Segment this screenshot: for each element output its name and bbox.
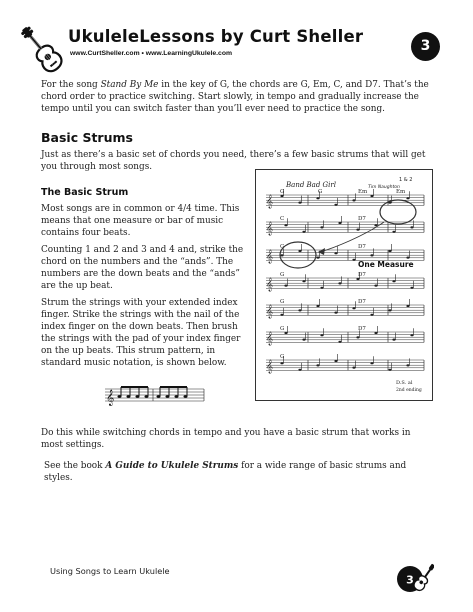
note-head xyxy=(406,364,409,366)
note-head xyxy=(406,305,409,307)
note-head xyxy=(302,231,305,233)
sheet-endings: 1 & 2 xyxy=(399,177,413,183)
note-head xyxy=(406,197,409,199)
note-head xyxy=(392,231,395,233)
treble-clef: 𝄞 xyxy=(266,221,274,235)
closing-paragraph: Do this while switching chords in tempo and you have a basic strum that works in most settings. xyxy=(41,428,411,450)
note-head xyxy=(298,369,301,371)
note-head xyxy=(370,314,373,316)
section-intro: Just as there’s a basic set of chords you need, there’s a few basic strums that will get you through most songs. xyxy=(41,150,426,172)
note-head xyxy=(374,332,377,334)
treble-clef: 𝄞 xyxy=(266,194,274,208)
section-heading: Basic Strums xyxy=(41,130,133,145)
chord-symbol: G xyxy=(318,189,323,195)
chord-symbol: D7 xyxy=(358,216,366,222)
website-links[interactable]: www.CurtSheller.com • www.LearningUkulele.com xyxy=(70,50,233,57)
chord-symbol: G xyxy=(280,244,285,250)
note-head xyxy=(320,334,323,336)
note-head xyxy=(280,314,283,316)
paragraph-time-signature: Most songs are in common or 4/4 time. This means that one measure or bar of music contains four beats. xyxy=(41,204,240,238)
note-head xyxy=(388,369,391,371)
paragraph-counting: Counting 1 and 2 and 3 and 4 and, strike the chord on the numbers and the “ands”. The numbers are the down beats and the “ands” are the up beat. xyxy=(41,245,244,291)
chord-symbol: C xyxy=(280,216,285,222)
page-number-badge: 3 xyxy=(411,32,440,61)
note-head xyxy=(320,287,323,289)
note-head xyxy=(302,280,305,282)
note-head xyxy=(352,259,355,261)
note-head xyxy=(316,364,319,366)
treble-clef: 𝄞 xyxy=(266,277,274,291)
book-title-link[interactable]: A Guide to Ukulele Strums xyxy=(105,461,239,471)
ukulele-footer-icon xyxy=(396,561,434,595)
note-head xyxy=(374,285,377,287)
note-head xyxy=(298,250,301,252)
note-head xyxy=(374,224,377,226)
note-head xyxy=(298,309,301,311)
chord-symbol: Em xyxy=(396,189,406,195)
treble-clef: 𝄞 xyxy=(266,304,274,318)
sheet-title: Band Bad Girl xyxy=(286,181,336,189)
chord-symbol: D7 xyxy=(358,272,366,278)
note-head xyxy=(410,226,413,228)
note-head xyxy=(334,252,337,254)
subsection-heading: The Basic Strum xyxy=(41,187,129,198)
chord-symbol: D7 xyxy=(358,244,366,250)
note-head xyxy=(356,229,359,231)
note-head xyxy=(410,287,413,289)
note-head xyxy=(356,336,359,338)
book-reference: See the book A Guide to Ukulele Strums for a wide range of basic strums and styles. xyxy=(44,461,407,483)
note-head xyxy=(284,224,287,226)
chord-symbol: G xyxy=(280,326,285,332)
note-head xyxy=(370,195,373,197)
treble-clef: 𝄞 xyxy=(266,331,274,345)
chord-symbol: G xyxy=(280,189,285,195)
note-head xyxy=(392,280,395,282)
note-head xyxy=(392,339,395,341)
note-head xyxy=(298,202,301,204)
note-head xyxy=(316,257,319,259)
note-head xyxy=(284,285,287,287)
brand-title: UkuleleLessons by Curt Sheller xyxy=(68,27,364,46)
measure-circle xyxy=(380,200,416,224)
note-head xyxy=(410,334,413,336)
note-head xyxy=(406,257,409,259)
one-measure-annotation: One Measure xyxy=(358,260,414,269)
chord-symbol: G xyxy=(280,272,285,278)
note-head xyxy=(338,222,341,224)
note-head xyxy=(280,254,283,256)
note-head xyxy=(388,309,391,311)
note-head xyxy=(356,278,359,280)
chord-symbol: Em xyxy=(358,189,368,195)
footer-page-number: 3 xyxy=(406,573,414,587)
ukulele-logo-icon xyxy=(20,22,64,78)
sheet-composer: Tim Naughton xyxy=(368,185,400,190)
footer-title: Using Songs to Learn Ukulele xyxy=(50,566,170,576)
note-head xyxy=(352,199,355,201)
intro-paragraph: For the song Stand By Me in the key of G, the chords are G, Em, C, and D7. That’s the chord order to practice switching. Start slowly, in tempo and gradually increase the tempo until you can switch faster than you’ll ever need to practice the song. xyxy=(41,80,429,114)
chord-symbol: G xyxy=(280,354,285,360)
note-head xyxy=(302,339,305,341)
note-head xyxy=(316,197,319,199)
note-head xyxy=(338,282,341,284)
note-head xyxy=(334,204,337,206)
note-head xyxy=(370,254,373,256)
note-head xyxy=(334,360,337,362)
note-head xyxy=(280,362,283,364)
note-head xyxy=(370,362,373,364)
treble-clef: 𝄞 xyxy=(266,249,274,263)
note-head xyxy=(388,250,391,252)
treble-clef: 𝄞 xyxy=(266,359,274,373)
chord-symbol: G xyxy=(280,299,285,305)
paragraph-strumming: Strum the strings with your extended index finger. Strike the strings with the nail of the index finger on the down beats. Then brush the strings with the pad of your index finger on the up beats. This strum pattern, in standard music notation, is shown below. xyxy=(41,298,241,368)
note-head xyxy=(338,341,341,343)
sheet-music-image xyxy=(255,169,433,401)
song-title: Stand By Me xyxy=(100,80,159,90)
note-head xyxy=(320,226,323,228)
note-head xyxy=(284,332,287,334)
note-head xyxy=(352,307,355,309)
svg-text:𝄞: 𝄞 xyxy=(106,390,115,406)
chord-symbol: D7 xyxy=(358,326,366,332)
sheet-footnote: 2nd ending xyxy=(396,388,422,393)
note-head xyxy=(280,195,283,197)
sheet-footnote: D.S. al xyxy=(396,380,413,386)
note-head xyxy=(334,312,337,314)
note-head xyxy=(316,305,319,307)
note-head xyxy=(352,367,355,369)
chord-symbol: D7 xyxy=(358,299,366,305)
strum-notation xyxy=(103,383,206,407)
